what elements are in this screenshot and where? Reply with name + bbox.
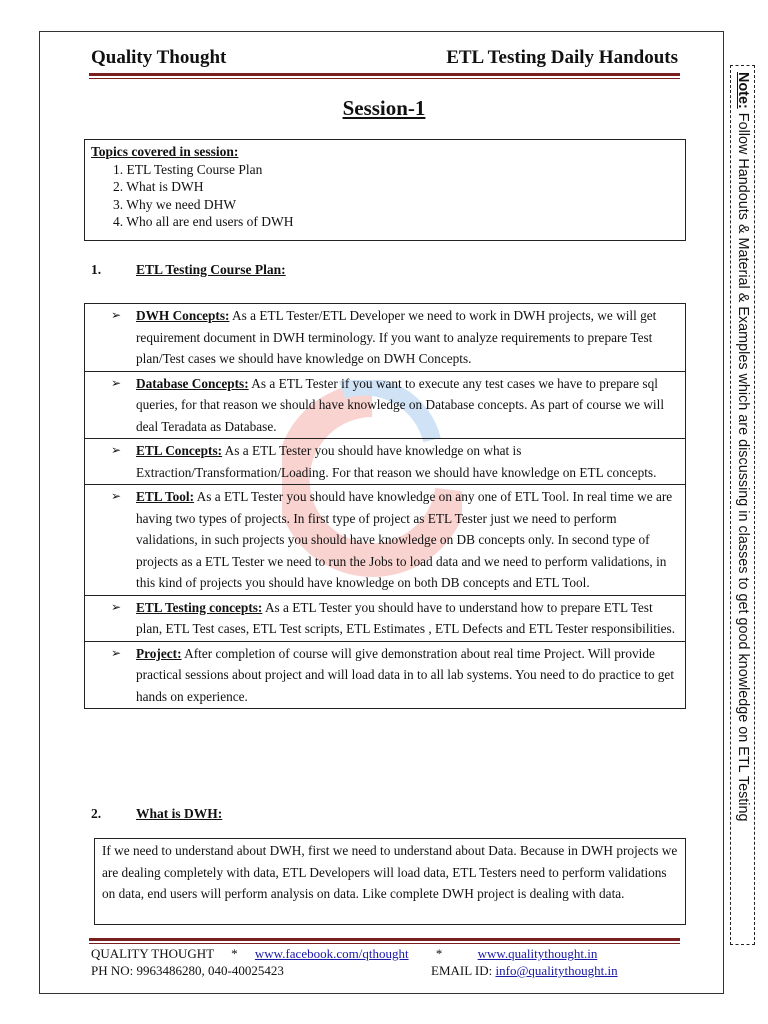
plan-row-project [85,642,685,710]
note-body: Follow Handouts & Material & Examples which are discussing in classes to get good knowledge on ETL Testing [735,108,751,822]
section-title: What is DWH: [136,806,223,821]
dwh-text-box: If we need to understand about DWH, first we need to understand about Data. Because in DWH projects we are dealing completely with data, ETL Developers will load data, ETL Testers need to perform validations on data, end users will perform analysis on data. Like complete DWH project is dealing with data. [94,838,686,925]
arrow-bullet-icon: ➢ [111,489,122,503]
plan-text: As a ETL Tester you should have to understand how to prepare ETL Test plan, ETL Test cases, ETL Test scripts, ETL Estimates , ETL Defects and ETL Tester responsibilities. [136,599,676,636]
topics-heading: Topics covered in session: [91,144,239,159]
page-footer [91,945,681,985]
note-label: Note: [735,72,751,109]
side-note-box [730,65,755,945]
page-header [91,47,678,75]
plan-term: Database Concepts: [136,375,249,391]
email-link[interactable]: info@qualitythought.in [495,963,618,978]
plan-text: As a ETL Tester you should have knowledge on any one of ETL Tool. In real time we are having two types of projects. In first type of project as ETL Tester just we need to perform validations, in such projects you should have knowledge on DB concepts only. In second type of projects as a ETL Tester we need to run the Jobs to load data and we need to perform validations, in this kind of projects you should have knowledge on both DB concepts and ETL Tool. [136,489,673,590]
plan-row-database-concepts [85,372,685,440]
section-number: 2. [91,806,102,821]
header-rule [89,73,680,76]
course-plan-table [84,303,686,709]
footer-separator: * [435,946,443,961]
arrow-bullet-icon: ➢ [111,599,122,614]
footer-rule [89,938,680,941]
section-number: 1. [91,262,102,277]
footer-rule-thin [89,943,680,944]
header-doc-title: ETL Testing Daily Handouts [446,47,678,68]
plan-text: As a ETL Tester if you want to execute any test cases we have to prepare sql queries, for that reason we should have knowledge on Database concepts. As part of course we will deal Teradata as Database. [136,375,665,434]
topic-item: 3. Why we need DHW [113,196,237,212]
footer-company: QUALITY THOUGHT [91,946,214,961]
footer-separator: * [231,946,238,961]
plan-text: As a ETL Tester/ETL Developer we need to work in DWH projects, we will get requirement document in DWH terminology. If you want to analyze requirements to prepare Test plan/Test cases we should have knowledge on DWH Concepts. [136,308,657,366]
topic-item: 4. Who all are end users of DWH [113,214,294,229]
footer-email-line [431,962,618,979]
section-heading-what-is-dwh [91,806,391,826]
email-label: EMAIL ID: [431,963,496,978]
plan-row-etl-concepts [85,439,685,485]
topics-box [84,139,686,241]
footer-line-1 [91,945,597,962]
arrow-bullet-icon: ➢ [111,645,122,660]
facebook-link[interactable]: www.facebook.com/qthought [254,946,409,961]
plan-row-dwh-concepts [85,304,685,372]
topic-item: 1. ETL Testing Course Plan [113,161,263,177]
arrow-bullet-icon: ➢ [111,375,122,390]
header-rule-thin [89,78,680,79]
plan-term: Project: [136,645,182,661]
plan-text: As a ETL Tester you should have knowledge on what is Extraction/Transformation/Loading. For that reason we should have knowledge on ETL concepts. [136,443,657,480]
arrow-bullet-icon: ➢ [111,443,122,457]
session-title: Session-1 [342,96,426,120]
topics-list [91,161,679,231]
plan-row-etl-testing-concepts [85,596,685,642]
plan-row-etl-tool [85,485,685,596]
plan-term: ETL Tool: [136,489,195,504]
arrow-bullet-icon: ➢ [111,308,122,322]
website-link[interactable]: www.qualitythought.in [477,946,598,961]
section-title: ETL Testing Course Plan: [136,262,286,277]
topic-item: 2. What is DWH [113,179,204,194]
plan-term: ETL Testing concepts: [136,599,263,615]
section-heading-course-plan [91,262,391,282]
plan-term: ETL Concepts: [136,443,223,458]
side-note-text [733,72,753,940]
footer-phone: PH NO: 9963486280, 040-40025423 [91,963,284,978]
plan-term: DWH Concepts: [136,308,230,323]
header-company: Quality Thought [91,47,227,68]
plan-text: After completion of course will give demonstration about real time Project. Will provide practical sessions about project and will load data in to all lab systems. You need to do practice to get hands on experience. [136,645,675,704]
